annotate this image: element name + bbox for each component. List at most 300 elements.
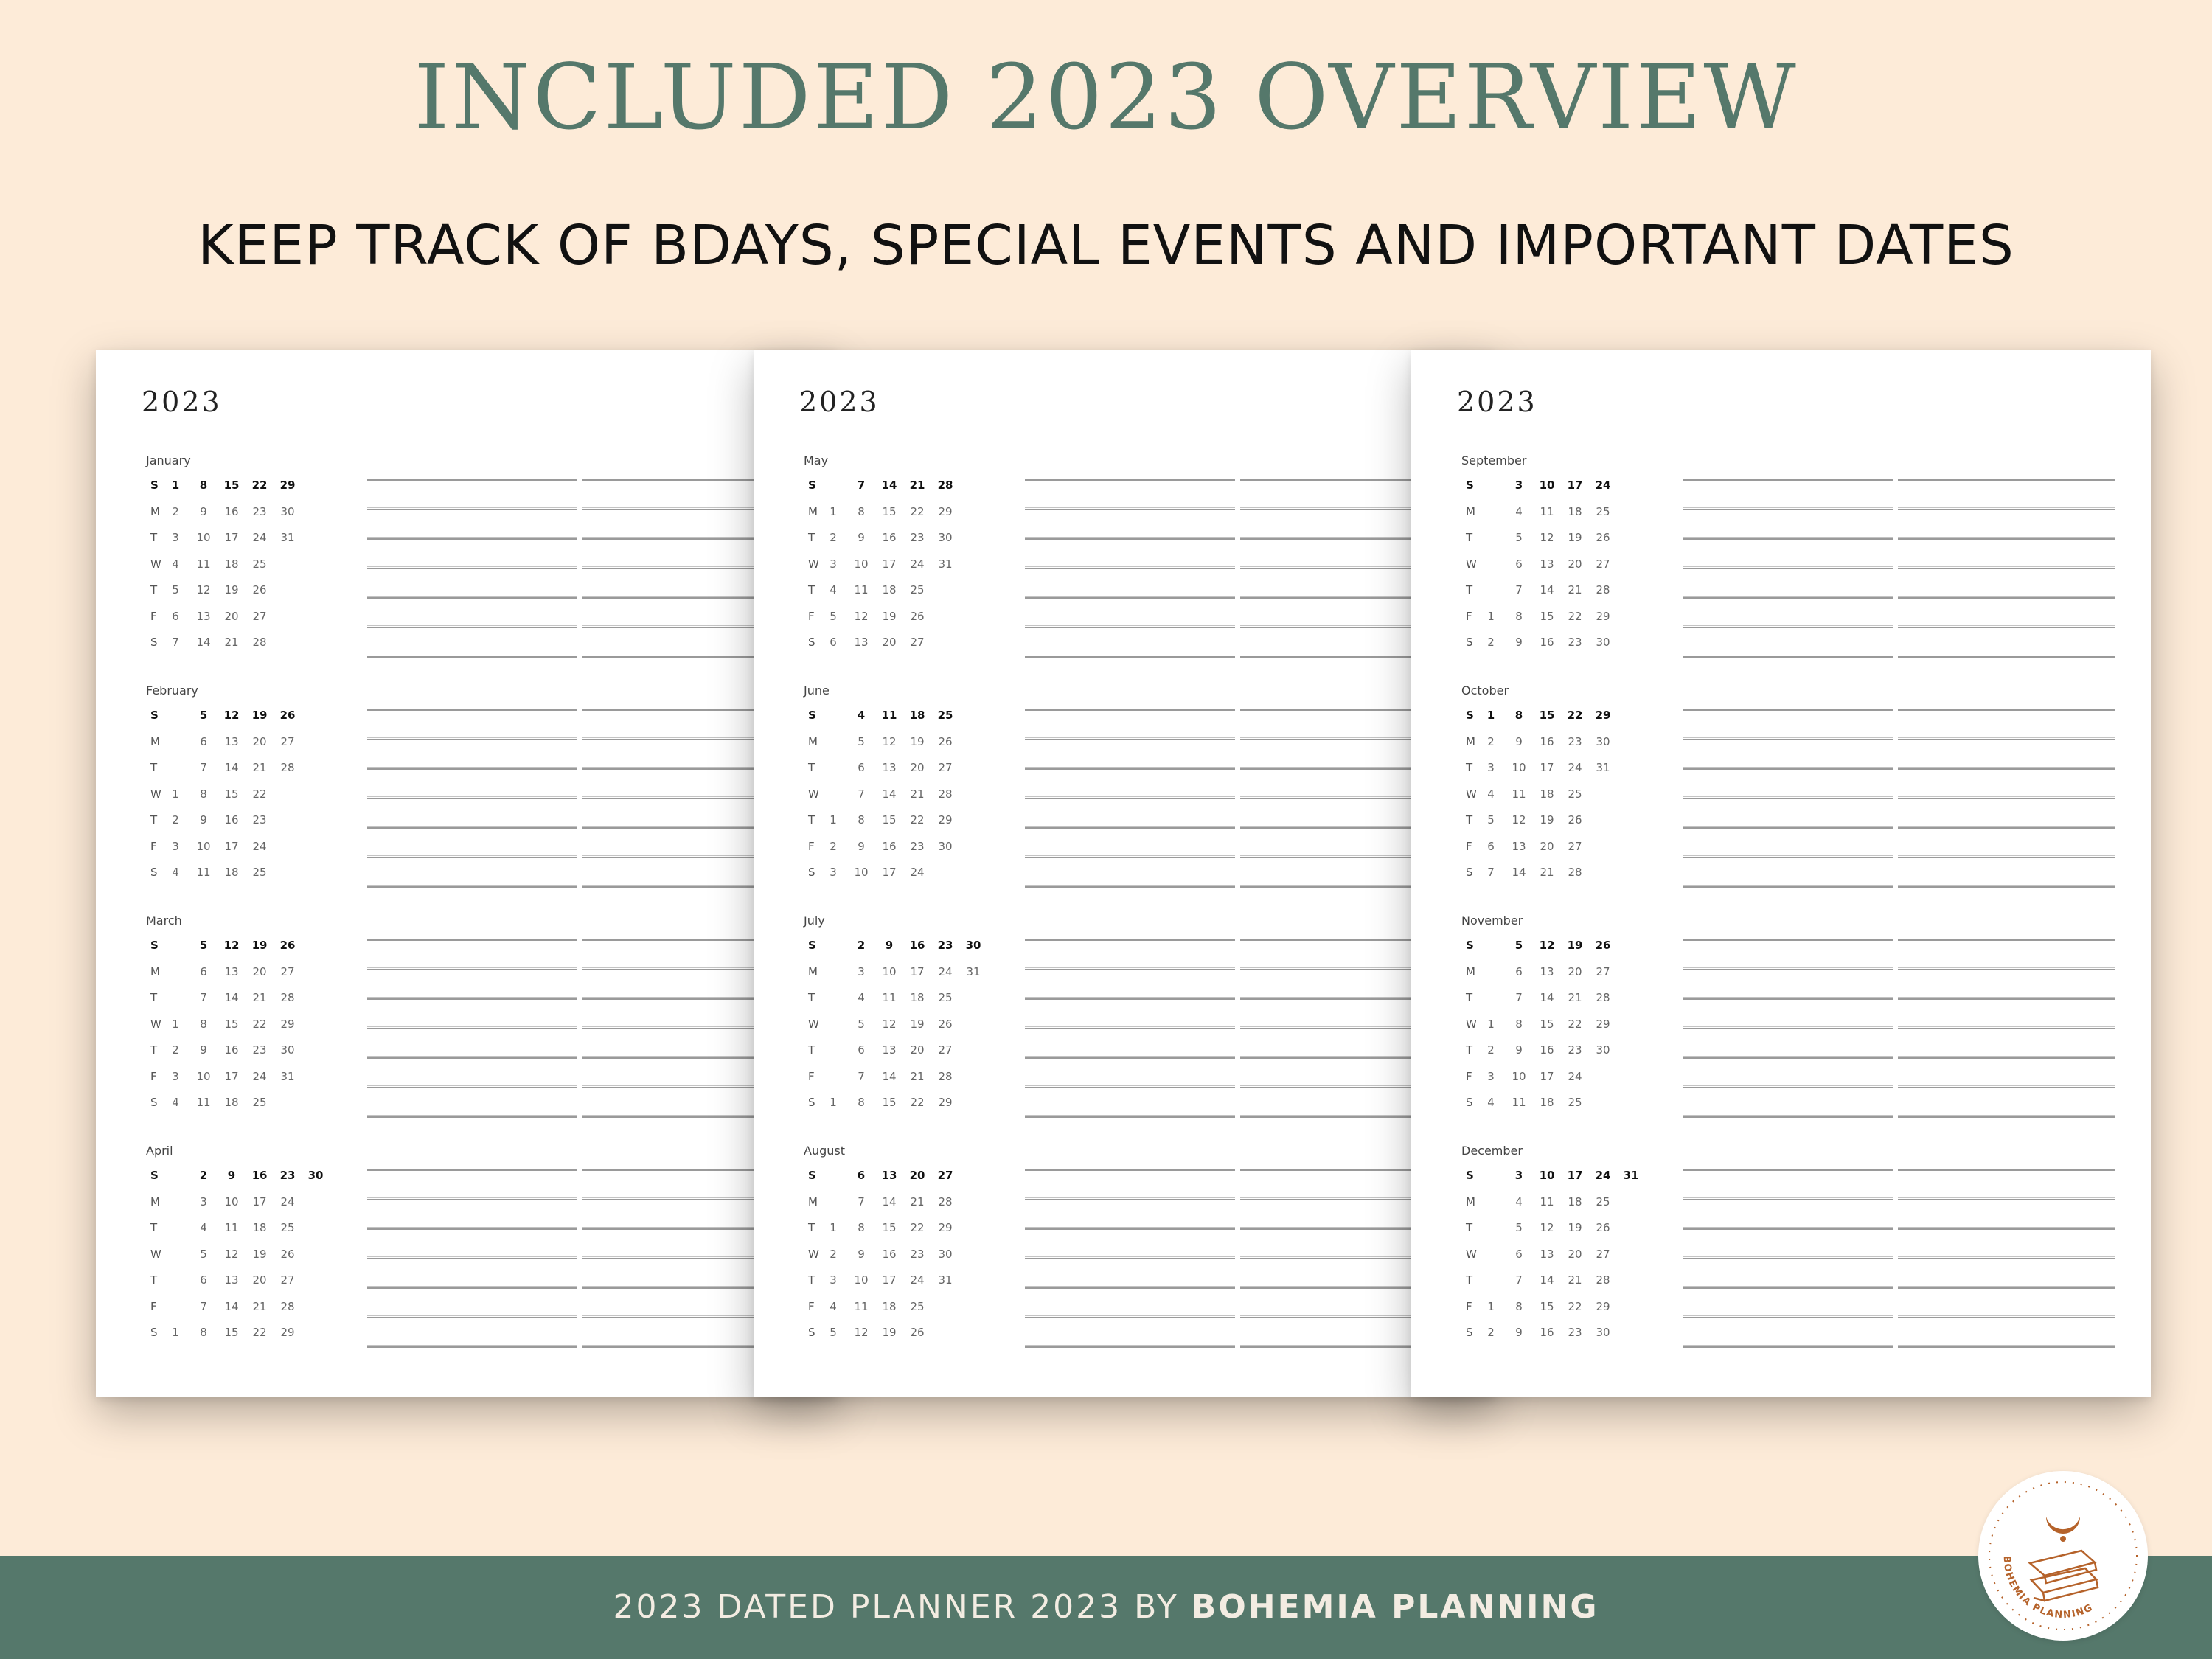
calendar-day: 26 xyxy=(280,1247,295,1261)
weekday-label: T xyxy=(150,991,158,1004)
weekday-label: W xyxy=(150,557,161,571)
month-name: December xyxy=(1461,1144,1523,1158)
note-line xyxy=(1898,1199,2115,1200)
calendar-day: 29 xyxy=(938,1221,953,1234)
calendar-day: 4 xyxy=(830,1299,837,1313)
note-line-light xyxy=(1683,507,1893,508)
note-line xyxy=(1683,969,1893,970)
weekday-label: S xyxy=(150,709,159,722)
calendar-day: 22 xyxy=(251,479,268,492)
weekday-label: S xyxy=(1466,866,1473,879)
note-line-light xyxy=(367,507,577,508)
weekday-label: S xyxy=(808,939,816,952)
note-line-light xyxy=(1683,1026,1893,1027)
weekday-label: T xyxy=(808,1043,815,1057)
calendar-day: 28 xyxy=(938,1194,953,1208)
calendar-day: 24 xyxy=(910,557,925,571)
note-line-light xyxy=(367,826,577,827)
calendar-day: 10 xyxy=(882,964,897,978)
calendar-day: 4 xyxy=(172,866,179,879)
calendar-day: 19 xyxy=(1568,1221,1582,1234)
calendar-day: 18 xyxy=(909,709,925,722)
calendar-day: 23 xyxy=(1568,1043,1582,1057)
note-line xyxy=(367,1087,577,1088)
note-line-light xyxy=(367,885,577,886)
note-line-light xyxy=(1025,885,1235,886)
note-line-light xyxy=(1683,1197,1893,1198)
calendar-day: 17 xyxy=(882,557,897,571)
note-line xyxy=(1683,886,1893,888)
calendar-day: 24 xyxy=(252,531,267,544)
calendar-day: 28 xyxy=(1596,991,1610,1004)
calendar-day: 2 xyxy=(1487,734,1495,748)
note-line xyxy=(1683,1116,1893,1118)
note-line-light xyxy=(1898,507,2115,508)
calendar-day: 28 xyxy=(1596,1273,1610,1287)
note-line xyxy=(367,969,577,970)
weekday-label: S xyxy=(1466,1169,1474,1182)
calendar-day: 22 xyxy=(910,1221,925,1234)
weekday-label: S xyxy=(1466,1096,1473,1109)
note-line-light xyxy=(1025,737,1235,738)
calendar-day: 9 xyxy=(200,504,207,518)
footer-text xyxy=(0,1556,2212,1659)
calendar-day: 22 xyxy=(252,1326,267,1339)
calendar-day: 6 xyxy=(200,1273,207,1287)
calendar-day: 17 xyxy=(224,1069,239,1083)
calendar-day: 4 xyxy=(172,1096,179,1109)
calendar-day: 20 xyxy=(252,1273,267,1287)
weekday-label: M xyxy=(150,734,160,748)
calendar-day: 20 xyxy=(252,964,267,978)
calendar-day: 2 xyxy=(172,504,179,518)
calendar-day: 22 xyxy=(1568,1017,1582,1031)
logo-text: BOHEMIA PLANNING xyxy=(2000,1555,2096,1621)
footer-text-regular: 2023 DATED PLANNER 2023 BY xyxy=(613,1588,1192,1626)
calendar-day: 3 xyxy=(830,866,837,879)
note-line xyxy=(1025,798,1235,799)
note-line xyxy=(1898,1169,2115,1171)
calendar-day: 6 xyxy=(858,1043,865,1057)
calendar-day: 17 xyxy=(1567,479,1583,492)
calendar-day: 21 xyxy=(252,761,267,774)
calendar-day: 27 xyxy=(280,734,295,748)
note-line xyxy=(1683,509,1893,510)
weekday-label: T xyxy=(1466,1043,1473,1057)
calendar-day: 12 xyxy=(1540,531,1554,544)
note-line-light xyxy=(367,1085,577,1086)
note-line-light xyxy=(1898,796,2115,797)
note-line xyxy=(367,739,577,740)
calendar-day: 7 xyxy=(200,991,207,1004)
calendar-day: 31 xyxy=(938,1273,953,1287)
note-line-light xyxy=(1683,1286,1893,1287)
notes-lines xyxy=(1411,1144,2151,1365)
calendar-day: 25 xyxy=(252,1096,267,1109)
calendar-day: 11 xyxy=(854,1299,869,1313)
note-line-light xyxy=(1025,1227,1235,1228)
calendar-day: 22 xyxy=(252,787,267,801)
note-line-light xyxy=(1025,1085,1235,1086)
note-line-light xyxy=(1683,1115,1893,1116)
note-line xyxy=(1025,739,1235,740)
note-line xyxy=(1683,1169,1893,1171)
weekday-label: W xyxy=(808,557,819,571)
calendar-day: 1 xyxy=(171,479,180,492)
calendar-day: 15 xyxy=(1539,709,1555,722)
calendar-day: 30 xyxy=(1596,734,1610,748)
calendar-day: 21 xyxy=(252,991,267,1004)
calendar-day: 30 xyxy=(280,1043,295,1057)
note-line xyxy=(367,1287,577,1289)
calendar-day: 3 xyxy=(1487,1069,1495,1083)
note-line xyxy=(367,1169,577,1171)
note-line-light xyxy=(1683,796,1893,797)
calendar-day: 4 xyxy=(1515,1194,1523,1208)
calendar-day: 17 xyxy=(1567,1169,1583,1182)
note-line xyxy=(1898,709,2115,711)
note-line xyxy=(1683,1287,1893,1289)
calendar-day: 18 xyxy=(1540,1096,1554,1109)
calendar-day: 11 xyxy=(196,866,211,879)
calendar-day: 6 xyxy=(858,761,865,774)
calendar-day: 14 xyxy=(1540,991,1554,1004)
note-line-light xyxy=(1025,537,1235,538)
calendar-day: 22 xyxy=(910,504,925,518)
calendar-day: 10 xyxy=(196,1069,211,1083)
note-line xyxy=(367,768,577,770)
note-line-light xyxy=(367,737,577,738)
calendar-day: 5 xyxy=(858,1017,865,1031)
note-line xyxy=(367,597,577,599)
calendar-day: 18 xyxy=(1540,787,1554,801)
calendar-day: 21 xyxy=(1540,866,1554,879)
calendar-day: 14 xyxy=(224,1299,239,1313)
calendar-day: 24 xyxy=(1595,1169,1611,1182)
weekday-label: S xyxy=(150,1096,158,1109)
calendar-day: 4 xyxy=(200,1221,207,1234)
note-line-light xyxy=(367,967,577,968)
calendar-day: 17 xyxy=(882,1273,897,1287)
calendar-day: 14 xyxy=(1512,866,1526,879)
note-line xyxy=(367,827,577,829)
calendar-day: 1 xyxy=(1487,1017,1495,1031)
note-line xyxy=(367,1057,577,1059)
calendar-day: 21 xyxy=(909,479,925,492)
calendar-day: 31 xyxy=(280,531,295,544)
calendar-day: 16 xyxy=(882,531,897,544)
calendar-day: 30 xyxy=(938,531,953,544)
calendar-day: 12 xyxy=(196,583,211,597)
weekday-label: F xyxy=(808,839,815,853)
calendar-day: 1 xyxy=(1486,709,1495,722)
month-name: April xyxy=(146,1144,173,1158)
month-name: January xyxy=(146,453,191,467)
calendar-day: 16 xyxy=(882,839,897,853)
weekday-label: W xyxy=(808,1247,819,1261)
note-line xyxy=(1898,739,2115,740)
notes-lines xyxy=(1411,684,2151,905)
calendar-day: 4 xyxy=(172,557,179,571)
note-line-light xyxy=(367,566,577,567)
month-name: November xyxy=(1461,914,1523,928)
calendar-day: 3 xyxy=(172,839,179,853)
weekday-label: M xyxy=(808,734,818,748)
calendar-day: 22 xyxy=(1568,609,1582,623)
notes-lines xyxy=(96,453,837,675)
note-line-light xyxy=(1898,1345,2115,1346)
note-line-light xyxy=(367,1256,577,1257)
calendar-day: 14 xyxy=(882,1194,897,1208)
calendar-day: 2 xyxy=(172,1043,179,1057)
calendar-day: 17 xyxy=(1540,761,1554,774)
weekday-label: F xyxy=(150,1299,157,1313)
calendar-day: 27 xyxy=(937,1169,953,1182)
note-line xyxy=(1683,1028,1893,1029)
note-line-light xyxy=(1025,1115,1235,1116)
calendar-day: 21 xyxy=(910,1069,925,1083)
month-name: October xyxy=(1461,684,1509,698)
calendar-day: 29 xyxy=(1596,1017,1610,1031)
weekday-label: T xyxy=(808,1273,815,1287)
calendar-day: 24 xyxy=(252,1069,267,1083)
calendar-day: 2 xyxy=(857,939,866,952)
note-line xyxy=(1898,798,2115,799)
note-line xyxy=(1683,656,1893,658)
calendar-day: 30 xyxy=(1596,1326,1610,1339)
note-line-light xyxy=(367,596,577,597)
calendar-day: 27 xyxy=(1568,839,1582,853)
calendar-day: 30 xyxy=(1596,636,1610,649)
calendar-day: 23 xyxy=(1568,1326,1582,1339)
calendar-day: 14 xyxy=(224,991,239,1004)
note-line-light xyxy=(1025,855,1235,856)
note-line xyxy=(367,568,577,569)
calendar-day: 28 xyxy=(938,787,953,801)
calendar-day: 18 xyxy=(910,991,925,1004)
calendar-day: 25 xyxy=(280,1221,295,1234)
calendar-day: 30 xyxy=(280,504,295,518)
calendar-day: 5 xyxy=(858,734,865,748)
calendar-day: 12 xyxy=(854,1326,869,1339)
note-line xyxy=(1898,857,2115,858)
notes-lines xyxy=(754,914,1495,1135)
calendar-day: 28 xyxy=(937,479,953,492)
note-line-light xyxy=(1025,507,1235,508)
calendar-day: 23 xyxy=(1568,734,1582,748)
calendar-day: 13 xyxy=(224,1273,239,1287)
calendar-day: 14 xyxy=(882,787,897,801)
calendar-day: 9 xyxy=(858,839,865,853)
calendar-day: 21 xyxy=(1568,991,1582,1004)
calendar-day: 22 xyxy=(252,1017,267,1031)
calendar-day: 18 xyxy=(224,866,239,879)
note-line-light xyxy=(1683,967,1893,968)
note-line xyxy=(1025,597,1235,599)
notes-lines xyxy=(96,914,837,1135)
calendar-day: 16 xyxy=(1540,636,1554,649)
weekday-label: W xyxy=(150,787,161,801)
calendar-day: 26 xyxy=(279,939,296,952)
calendar-day: 14 xyxy=(196,636,211,649)
note-line-light xyxy=(1898,855,2115,856)
note-line xyxy=(1025,1057,1235,1059)
calendar-day: 17 xyxy=(882,866,897,879)
weekday-label: S xyxy=(808,636,815,649)
note-line xyxy=(367,886,577,888)
note-line-light xyxy=(1683,596,1893,597)
note-line-light xyxy=(367,1026,577,1027)
weekday-label: S xyxy=(150,1326,158,1339)
calendar-day: 20 xyxy=(1540,839,1554,853)
note-line xyxy=(1898,1116,2115,1118)
calendar-day: 5 xyxy=(1487,813,1495,827)
calendar-day: 20 xyxy=(882,636,897,649)
calendar-day: 31 xyxy=(280,1069,295,1083)
note-line-light xyxy=(1898,1227,2115,1228)
calendar-day: 4 xyxy=(857,709,866,722)
calendar-day: 22 xyxy=(910,1096,925,1109)
note-line xyxy=(1898,479,2115,481)
note-line-light xyxy=(1683,997,1893,998)
calendar-day: 28 xyxy=(280,991,295,1004)
calendar-day: 25 xyxy=(938,991,953,1004)
calendar-day: 16 xyxy=(882,1247,897,1261)
calendar-day: 17 xyxy=(1540,1069,1554,1083)
calendar-day: 14 xyxy=(881,479,897,492)
calendar-day: 9 xyxy=(200,813,207,827)
note-line xyxy=(1025,998,1235,1000)
note-line xyxy=(367,1199,577,1200)
note-line-light xyxy=(367,767,577,768)
note-line-light xyxy=(1898,625,2115,626)
page-year: 2023 xyxy=(142,386,222,418)
calendar-day: 27 xyxy=(1596,557,1610,571)
weekday-label: T xyxy=(150,1221,158,1234)
calendar-day: 15 xyxy=(882,1096,897,1109)
crescent-moon-books-icon xyxy=(1978,1471,2148,1641)
note-line xyxy=(1025,939,1235,941)
calendar-day: 25 xyxy=(1596,1194,1610,1208)
weekday-label: W xyxy=(808,787,819,801)
calendar-day: 6 xyxy=(1487,839,1495,853)
calendar-day: 20 xyxy=(224,609,239,623)
calendar-day: 11 xyxy=(196,1096,211,1109)
note-line xyxy=(1898,886,2115,888)
calendar-day: 19 xyxy=(910,1017,925,1031)
note-line xyxy=(1025,1317,1235,1318)
calendar-day: 3 xyxy=(1514,1169,1523,1182)
note-line xyxy=(1683,768,1893,770)
note-line-light xyxy=(1025,596,1235,597)
calendar-day: 3 xyxy=(858,964,865,978)
calendar-day: 19 xyxy=(252,1247,267,1261)
calendar-day: 16 xyxy=(224,1043,239,1057)
note-line xyxy=(1898,1346,2115,1348)
note-line-light xyxy=(1025,997,1235,998)
weekday-label: M xyxy=(150,504,160,518)
calendar-day: 12 xyxy=(223,939,240,952)
month-name: June xyxy=(804,684,830,698)
note-line-light xyxy=(1898,537,2115,538)
month-name: May xyxy=(804,453,829,467)
calendar-day: 15 xyxy=(1540,609,1554,623)
month-name: February xyxy=(146,684,198,698)
note-line-light xyxy=(1898,596,2115,597)
calendar-day: 1 xyxy=(1487,1299,1495,1313)
note-line xyxy=(1025,709,1235,711)
calendar-day: 1 xyxy=(172,1326,179,1339)
calendar-day: 31 xyxy=(966,964,981,978)
calendar-day: 21 xyxy=(224,636,239,649)
note-line-light xyxy=(1898,1026,2115,1027)
calendar-day: 25 xyxy=(910,583,925,597)
calendar-day: 29 xyxy=(280,1017,295,1031)
calendar-day: 23 xyxy=(910,531,925,544)
calendar-day: 27 xyxy=(938,761,953,774)
weekday-label: T xyxy=(808,813,815,827)
calendar-day: 20 xyxy=(252,734,267,748)
calendar-day: 8 xyxy=(858,813,865,827)
calendar-day: 9 xyxy=(858,1247,865,1261)
calendar-day: 1 xyxy=(172,1017,179,1031)
note-line xyxy=(1025,768,1235,770)
note-line xyxy=(367,627,577,628)
calendar-day: 9 xyxy=(227,1169,236,1182)
calendar-day: 10 xyxy=(1512,1069,1526,1083)
note-line xyxy=(1683,538,1893,540)
calendar-day: 14 xyxy=(1540,583,1554,597)
note-line xyxy=(1683,597,1893,599)
weekday-label: F xyxy=(1466,839,1472,853)
note-line xyxy=(1898,827,2115,829)
calendar-day: 1 xyxy=(830,504,837,518)
note-line-light xyxy=(367,537,577,538)
note-line xyxy=(1898,656,2115,658)
calendar-day: 24 xyxy=(1595,479,1611,492)
note-line xyxy=(1898,768,2115,770)
note-line xyxy=(1683,857,1893,858)
calendar-day: 5 xyxy=(199,939,208,952)
note-line-light xyxy=(1025,1056,1235,1057)
weekday-label: W xyxy=(1466,787,1477,801)
weekday-label: M xyxy=(1466,1194,1475,1208)
note-line xyxy=(1683,568,1893,569)
weekday-label: S xyxy=(150,636,158,649)
calendar-day: 8 xyxy=(1515,1299,1523,1313)
calendar-day: 6 xyxy=(200,734,207,748)
calendar-day: 5 xyxy=(1515,531,1523,544)
note-line-light xyxy=(1025,826,1235,827)
calendar-day: 30 xyxy=(938,1247,953,1261)
calendar-day: 11 xyxy=(196,557,211,571)
calendar-day: 31 xyxy=(1596,761,1610,774)
calendar-day: 7 xyxy=(857,479,866,492)
calendar-day: 26 xyxy=(910,1326,925,1339)
note-line-light xyxy=(1025,625,1235,626)
footer-brand-name: BOHEMIA PLANNING xyxy=(1191,1588,1599,1626)
calendar-day: 21 xyxy=(910,787,925,801)
page-headline: INCLUDED 2023 OVERVIEW xyxy=(414,45,1798,150)
calendar-day: 10 xyxy=(224,1194,239,1208)
note-line xyxy=(1025,1028,1235,1029)
note-line-light xyxy=(1683,767,1893,768)
calendar-day: 23 xyxy=(252,813,267,827)
note-line-light xyxy=(1683,1345,1893,1346)
calendar-day: 10 xyxy=(196,839,211,853)
calendar-day: 27 xyxy=(280,964,295,978)
weekday-label: S xyxy=(1466,479,1474,492)
